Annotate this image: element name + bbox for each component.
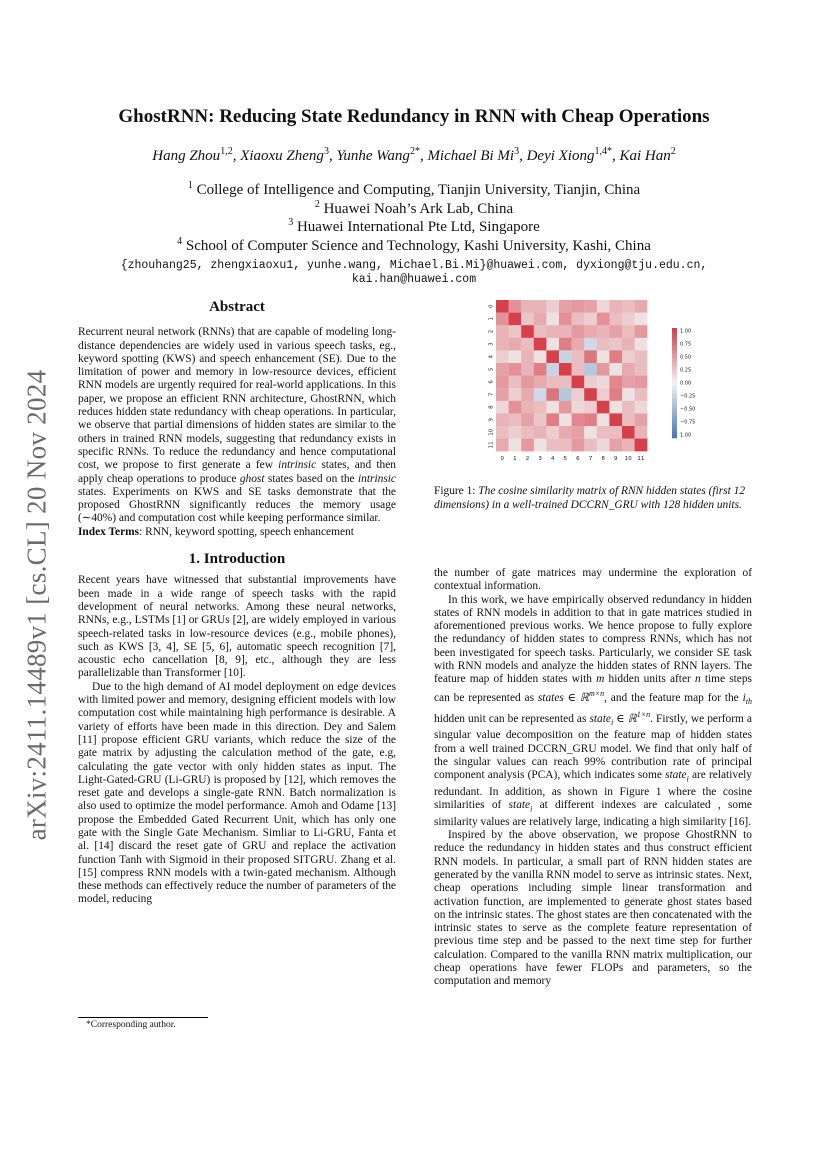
colorbar-segment <box>672 405 677 408</box>
heatmap-cell <box>584 439 597 452</box>
heatmap-cell <box>509 363 522 376</box>
author-sup: 1,4* <box>594 146 612 157</box>
colorbar-segment <box>672 372 677 375</box>
heatmap-cell <box>559 426 572 439</box>
colorbar-tick-label: 1.00 <box>680 432 692 439</box>
similarity-heatmap <box>482 298 702 478</box>
heatmap-cell <box>546 413 559 426</box>
heatmap-cell <box>534 338 547 351</box>
heatmap-cell <box>597 413 610 426</box>
affiliation: $^1$ College of Intelligence and Computing, Tianjin University, Tianjin, China <box>187 180 641 198</box>
colorbar-tick-label: 0.25 <box>680 367 692 374</box>
heatmap-cell <box>521 439 534 452</box>
author-sup: 3 <box>323 146 329 157</box>
y-tick-label: 1 <box>488 317 495 321</box>
footnote-rule <box>78 1017 208 1018</box>
author-sup: 1,2 <box>220 146 233 157</box>
heatmap-cell <box>622 350 635 363</box>
heatmap-cell <box>496 426 509 439</box>
heatmap-cell <box>584 363 597 376</box>
heatmap-cell <box>597 439 610 452</box>
y-tick-label: 5 <box>488 367 495 372</box>
heatmap-cell <box>559 313 572 326</box>
y-tick-label: 4 <box>488 354 495 359</box>
colorbar-segment <box>672 422 677 425</box>
heatmap-cell <box>609 439 622 452</box>
heatmap-cell <box>584 413 597 426</box>
colorbar-tick-label: 0.00 <box>680 380 692 387</box>
heatmap-cell <box>559 325 572 338</box>
y-tick-label: 11 <box>488 441 495 449</box>
heatmap-cell <box>534 413 547 426</box>
heatmap-cell <box>597 300 610 313</box>
intro-paragraph: Recent years have witnessed that substantial improvements have been made in a wide range of speech tasks with the rapid development of neural networks. Among these neural networks, RNNs, e.g., LSTMs [1] or GRUs [2], are widely employed in various speech-related tasks in low-resource devices (e.g., mobile phones), such as KWS [3, 4], SE [5, 6], automatic speech recognition [7], acoustic echo cancellation [8, 9], etc., although they are less parallelizable than Transformer [10]. <box>78 574 396 680</box>
heatmap-cell <box>559 338 572 351</box>
abstract-heading: Abstract <box>209 299 265 315</box>
heatmap-cell <box>496 439 509 452</box>
colorbar-segment <box>672 342 677 345</box>
body-paragraph: Inspired by the above observation, we propose GhostRNN to reduce the redundancy in hidden states and thus construct efficient RNN models. In particular, a small part of RNN hidden states are generated by the vanilla RNN model to serve as intrinsic states. Next, cheap operations including simple linear transformation and activation function, are implemented to generate ghost states based on the intrinsic states. The ghost states are then concatenated with the intrinsic states to serve as the complete feature representation of previous time step and be passed to the next time step for further calculation. Compared to the vanilla RNN matrix multiplication, our cheap operations have fewer FLOPs and parameters, so the computation and memory <box>434 829 752 988</box>
colorbar-segment <box>672 353 677 356</box>
colorbar-segment <box>672 369 677 372</box>
heatmap-cell <box>496 313 509 326</box>
author: Deyi Xiong <box>526 148 595 164</box>
colorbar-segment <box>672 328 677 331</box>
colorbar-segment <box>672 402 677 405</box>
heatmap-cell <box>559 439 572 452</box>
heatmap-cell <box>546 388 559 401</box>
intro-heading: 1. Introduction <box>188 551 286 568</box>
heatmap-cell <box>609 426 622 439</box>
heatmap-cell <box>534 439 547 452</box>
colorbar-segment <box>672 408 677 411</box>
heatmap-cell <box>584 376 597 389</box>
heatmap-cell <box>521 338 534 351</box>
heatmap-cell <box>572 325 585 338</box>
heatmap-cell <box>559 388 572 401</box>
heatmap-cell <box>635 350 648 363</box>
heatmap-cell <box>534 388 547 401</box>
colorbar-segment <box>672 347 677 350</box>
y-tick-label: 6 <box>488 380 495 384</box>
heatmap-cell <box>496 413 509 426</box>
x-tick-label: 2 <box>525 456 530 463</box>
colorbar-segment <box>672 356 677 359</box>
heatmap-cell <box>609 376 622 389</box>
heatmap-cell <box>546 313 559 326</box>
heatmap-cell <box>597 426 610 439</box>
colorbar-segment <box>672 336 677 339</box>
colorbar-segment <box>672 358 677 361</box>
heatmap-cell <box>597 376 610 389</box>
heatmap-cell <box>572 338 585 351</box>
colorbar-segment <box>672 386 677 389</box>
y-tick-label: 8 <box>488 405 495 409</box>
y-tick-label: 2 <box>488 329 495 334</box>
heatmap-cell <box>521 313 534 326</box>
heatmap-cell <box>509 388 522 401</box>
heatmap-cell <box>572 313 585 326</box>
colorbar-segment <box>672 397 677 400</box>
heatmap-cell <box>597 338 610 351</box>
heatmap-cell <box>509 338 522 351</box>
heatmap-cell <box>572 426 585 439</box>
right-column <box>434 567 752 989</box>
heatmap-cell <box>584 338 597 351</box>
heatmap-cell <box>635 413 648 426</box>
heatmap-cell <box>584 313 597 326</box>
heatmap-cell <box>559 363 572 376</box>
colorbar-tick-label: −0.75 <box>680 419 696 426</box>
heatmap-cell <box>534 363 547 376</box>
heatmap-cell <box>622 413 635 426</box>
heatmap-cell <box>509 325 522 338</box>
heatmap-cell <box>584 401 597 414</box>
heatmap-cell <box>546 439 559 452</box>
colorbar-segment <box>672 413 677 416</box>
heatmap-cell <box>509 401 522 414</box>
x-tick-label: 5 <box>563 456 568 463</box>
heatmap-cell <box>635 313 648 326</box>
colorbar-segment <box>672 391 677 394</box>
author: Kai Han <box>619 148 671 164</box>
intro-paragraph: Due to the high demand of AI model deployment on edge devices with limited power and memory, designing efficient models with low computation cost while maintaining high performance is desirable. A variety of efforts have been made in this direction. Dey and Salem [11] propose efficient GRU variants, which reduce the size of the gate matrix by adjusting the calculation method of the gate, e.g, calculating the gate vector with only hidden states as input. The Light-Gated-GRU (Li-GRU) is proposed by [12], which removes the reset gate and develops a single-gate RNN. Batch normalization is also used to optimize the model performance. Amoh and Odame [13] propose the Embedded Gated Recurrent Unit, which has only one gate with the Single Gate Mechanism. Simliar to Li-GRU, Fanta et al. [14] discard the reset gate of GRU and replace the activation function Tanh with Sigmoid in their proposed SITGRU. Zhang et al. [15] compress RNN models with a twin-gated mechanism. Although these methods can effectively reduce the number of parameters of the model, reducing <box>78 680 396 906</box>
heatmap-cell <box>597 325 610 338</box>
colorbar-segment <box>672 427 677 430</box>
heatmap-cell <box>622 439 635 452</box>
colorbar-segment <box>672 331 677 334</box>
colorbar-tick-label: 1.00 <box>680 328 692 335</box>
heatmap-cell <box>609 325 622 338</box>
heatmap-cell <box>546 350 559 363</box>
author: Michael Bi Mi <box>427 148 515 164</box>
index-terms: Index Terms: RNN, keyword spotting, speech enhancement <box>78 525 354 538</box>
heatmap-cell <box>609 401 622 414</box>
heatmap-cell <box>509 439 522 452</box>
x-tick-label: 0 <box>500 456 505 463</box>
y-tick-label: 9 <box>488 417 495 422</box>
colorbar-tick-label: −0.25 <box>680 393 696 400</box>
heatmap-cell <box>496 388 509 401</box>
colorbar-segment <box>672 389 677 392</box>
email-line: {zhouhang25, zhengxiaoxu1, yunhe.wang, Michael.Bi.Mi}@huawei.com, dyxiong@tju.edu.cn, <box>120 259 708 272</box>
colorbar-tick-label: −0.50 <box>680 406 696 413</box>
email-line: kai.han@huawei.com <box>351 273 477 286</box>
colorbar-segment <box>672 375 677 378</box>
y-tick-label: 7 <box>488 392 495 397</box>
y-tick-label: 10 <box>488 428 495 436</box>
colorbar-segment <box>672 361 677 364</box>
heatmap-cell <box>496 300 509 313</box>
colorbar-segment <box>672 345 677 348</box>
x-tick-label: 1 <box>513 456 517 463</box>
author-list: Hang Zhou$^{1,2}$, Xiaoxu Zheng$^3$, Yunhe Wang$^{2*}$, Michael Bi Mi$^3$, Deyi Xiong$^{1,4*}$, Kai Han$^2$ <box>152 146 676 164</box>
heatmap-cell <box>572 300 585 313</box>
heatmap-cell <box>521 376 534 389</box>
colorbar-segment <box>672 435 677 438</box>
colorbar-segment <box>672 350 677 353</box>
colorbar-segment <box>672 394 677 397</box>
heatmap-cell <box>635 401 648 414</box>
heatmap-cell <box>622 338 635 351</box>
affiliation: $^3$ Huawei International Pte Ltd, Singapore <box>288 217 540 235</box>
heatmap-cell <box>635 300 648 313</box>
heatmap-cell <box>521 300 534 313</box>
heatmap-cell <box>534 350 547 363</box>
colorbar-segment <box>672 334 677 337</box>
heatmap-cell <box>496 325 509 338</box>
heatmap-cell <box>546 338 559 351</box>
heatmap-cell <box>521 426 534 439</box>
heatmap-cell <box>622 388 635 401</box>
colorbar-segment <box>672 419 677 422</box>
heatmap-cell <box>572 350 585 363</box>
heatmap-cell <box>496 401 509 414</box>
x-tick-label: 8 <box>601 456 605 463</box>
heatmap-cell <box>496 338 509 351</box>
heatmap-cell <box>597 388 610 401</box>
heatmap-cell <box>559 413 572 426</box>
heatmap-cell <box>521 413 534 426</box>
x-tick-label: 4 <box>550 456 555 463</box>
heatmap-cell <box>521 325 534 338</box>
heatmap-cell <box>509 376 522 389</box>
footnote: *Corresponding author. <box>86 1020 176 1030</box>
heatmap-cell <box>534 401 547 414</box>
heatmap-cell <box>622 363 635 376</box>
heatmap-cell <box>635 388 648 401</box>
heatmap-cell <box>635 338 648 351</box>
colorbar-segment <box>672 430 677 433</box>
left-column <box>78 301 396 907</box>
x-tick-label: 9 <box>613 456 618 463</box>
heatmap-cell <box>635 376 648 389</box>
heatmap-cell <box>534 376 547 389</box>
colorbar-segment <box>672 433 677 436</box>
heatmap-cell <box>597 401 610 414</box>
heatmap-cell <box>546 426 559 439</box>
author-sup: 2* <box>409 146 420 157</box>
colorbar-segment <box>672 400 677 403</box>
heatmap-cell <box>572 363 585 376</box>
heatmap-cell <box>496 350 509 363</box>
heatmap-cell <box>584 388 597 401</box>
y-tick-label: 0 <box>488 304 495 309</box>
x-tick-label: 11 <box>637 456 645 463</box>
heatmap-cell <box>635 439 648 452</box>
heatmap-cell <box>534 426 547 439</box>
heatmap-cell <box>609 313 622 326</box>
heatmap-cell <box>521 401 534 414</box>
heatmap-cell <box>597 363 610 376</box>
heatmap-cell <box>496 363 509 376</box>
heatmap-cell <box>559 401 572 414</box>
heatmap-cell <box>597 350 610 363</box>
heatmap-cell <box>609 338 622 351</box>
body-paragraph: the number of gate matrices may undermine the exploration of contextual information. <box>434 567 752 593</box>
heatmap-cell <box>559 300 572 313</box>
heatmap-cell <box>609 363 622 376</box>
heatmap-cell <box>572 413 585 426</box>
heatmap-cell <box>584 426 597 439</box>
heatmap-cell <box>584 300 597 313</box>
heatmap-cell <box>509 426 522 439</box>
figure-caption: Figure 1: The cosine similarity matrix of RNN hidden states (first 12 dimensions) in a well-trained DCCRN_GRU with 128 hidden units. <box>434 485 746 511</box>
heatmap-cell <box>609 388 622 401</box>
heatmap-cell <box>521 363 534 376</box>
heatmap-cell <box>534 325 547 338</box>
body-paragraph: In this work, we have empirically observed redundancy in hidden states of RNN models in addition to that in gate matrices studied in aforementioned previous works. We hence propose to fully explore the redundancy of hidden states to compress RNNs, which has not been investigated for speech tasks. Particularly, we consider SE task with RNN models and analyze the hidden states of RNN layers. The feature map of hidden states with m hidden units after n time steps can be represented as states ∈ ℝ$^{m\times n}$, and the feature map for the $i_{th}$ hidden unit can be represented as state$_i$ ∈ ℝ$^{1\times n}$. Firstly, we perform a singular value decomposition on the feature map of hidden states from a well trained DCCRN_GRU model. We find that only half of the singular values can reach 99% contribution rate of principal component analysis (PCA), which indicates some state$_i$ are relatively redundant. In addition, as shown in Figure 1 where the cosine similarities of state$_i$ at different indexes are calculated , some similarity values are relatively large, indicating a high similarity [16]. <box>434 593 752 828</box>
heatmap-cell <box>534 313 547 326</box>
colorbar-segment <box>672 339 677 342</box>
heatmap-cell <box>546 401 559 414</box>
heatmap-cell <box>597 313 610 326</box>
heatmap-cell <box>509 413 522 426</box>
heatmap-cell <box>521 350 534 363</box>
heatmap-cell <box>546 300 559 313</box>
heatmap-cell <box>572 439 585 452</box>
colorbar-segment <box>672 380 677 383</box>
heatmap-cell <box>534 300 547 313</box>
affiliation: $^4$ School of Computer Science and Technology, Kashi University, Kashi, China <box>177 236 651 254</box>
x-tick-label: 7 <box>588 456 593 463</box>
colorbar-segment <box>672 364 677 367</box>
heatmap-cell <box>635 426 648 439</box>
heatmap-cell <box>609 413 622 426</box>
heatmap-cell <box>509 313 522 326</box>
author: Hang Zhou <box>152 148 221 164</box>
heatmap-cell <box>546 376 559 389</box>
heatmap-cell <box>622 376 635 389</box>
author-sup: 2 <box>670 146 676 157</box>
colorbar-segment <box>672 383 677 386</box>
colorbar-segment <box>672 416 677 419</box>
author-sup: 3 <box>514 146 520 157</box>
arxiv-identifier: arXiv:2411.14489v1 [cs.CL] 20 Nov 2024 <box>21 369 52 841</box>
heatmap-cell <box>635 325 648 338</box>
affiliation: $^2$ Huawei Noah’s Ark Lab, China <box>314 199 514 217</box>
heatmap-cell <box>622 426 635 439</box>
heatmap-cell <box>521 388 534 401</box>
heatmap-cell <box>584 350 597 363</box>
heatmap-cell <box>496 376 509 389</box>
heatmap-cell <box>622 300 635 313</box>
heatmap-cell <box>559 350 572 363</box>
y-tick-label: 3 <box>488 342 495 346</box>
colorbar-tick-label: 0.50 <box>680 354 692 361</box>
colorbar-tick-label: 0.75 <box>680 341 692 348</box>
colorbar-segment <box>672 378 677 381</box>
heatmap-cell <box>622 313 635 326</box>
heatmap-cell <box>572 401 585 414</box>
x-tick-label: 10 <box>624 456 632 463</box>
heatmap-cell <box>609 350 622 363</box>
colorbar-segment <box>672 411 677 414</box>
heatmap-cell <box>622 325 635 338</box>
x-tick-label: 3 <box>538 456 542 463</box>
heatmap-cell <box>509 300 522 313</box>
heatmap-cell <box>559 376 572 389</box>
heatmap-cell <box>635 363 648 376</box>
heatmap-cell <box>546 363 559 376</box>
heatmap-cell <box>546 325 559 338</box>
colorbar-segment <box>672 424 677 427</box>
paper-title: GhostRNN: Reducing State Redundancy in RNN with Cheap Operations <box>118 106 710 127</box>
author: Yunhe Wang <box>336 148 410 164</box>
heatmap-cell <box>509 350 522 363</box>
heatmap-cell <box>622 401 635 414</box>
heatmap-cell <box>572 376 585 389</box>
heatmap-cell <box>572 388 585 401</box>
colorbar-segment <box>672 367 677 370</box>
author: Xiaoxu Zheng <box>240 148 324 164</box>
x-tick-label: 6 <box>576 456 580 463</box>
heatmap-cell <box>609 300 622 313</box>
abstract-text: Recurrent neural network (RNNs) that are capable of modeling long-distance dependencies are widely used in various speech tasks, eg., keyword spotting (KWS) and speech enhancement (SE). Due to the limitation of power and memory in low-resource devices, efficient RNN models are urgently required for real-world applications. In this paper, we propose an efficient RNN architecture, GhostRNN, which reduces hidden state redundancy with cheap operations. In particular, we observe that partial dimensions of hidden states are similar to the others in trained RNN models, suggesting that redundancy exists in specific RNNs. To reduce the redundancy and hence computational cost, we propose to first generate a few intrinsic states, and then apply cheap operations to produce ghost states based on the intrinsic states. Experiments on KWS and SE tasks demonstrate that the proposed GhostRNN significantly reduces the memory usage (∼40%) and computation cost while keeping performance similar. <box>78 326 396 525</box>
heatmap-cell <box>584 325 597 338</box>
